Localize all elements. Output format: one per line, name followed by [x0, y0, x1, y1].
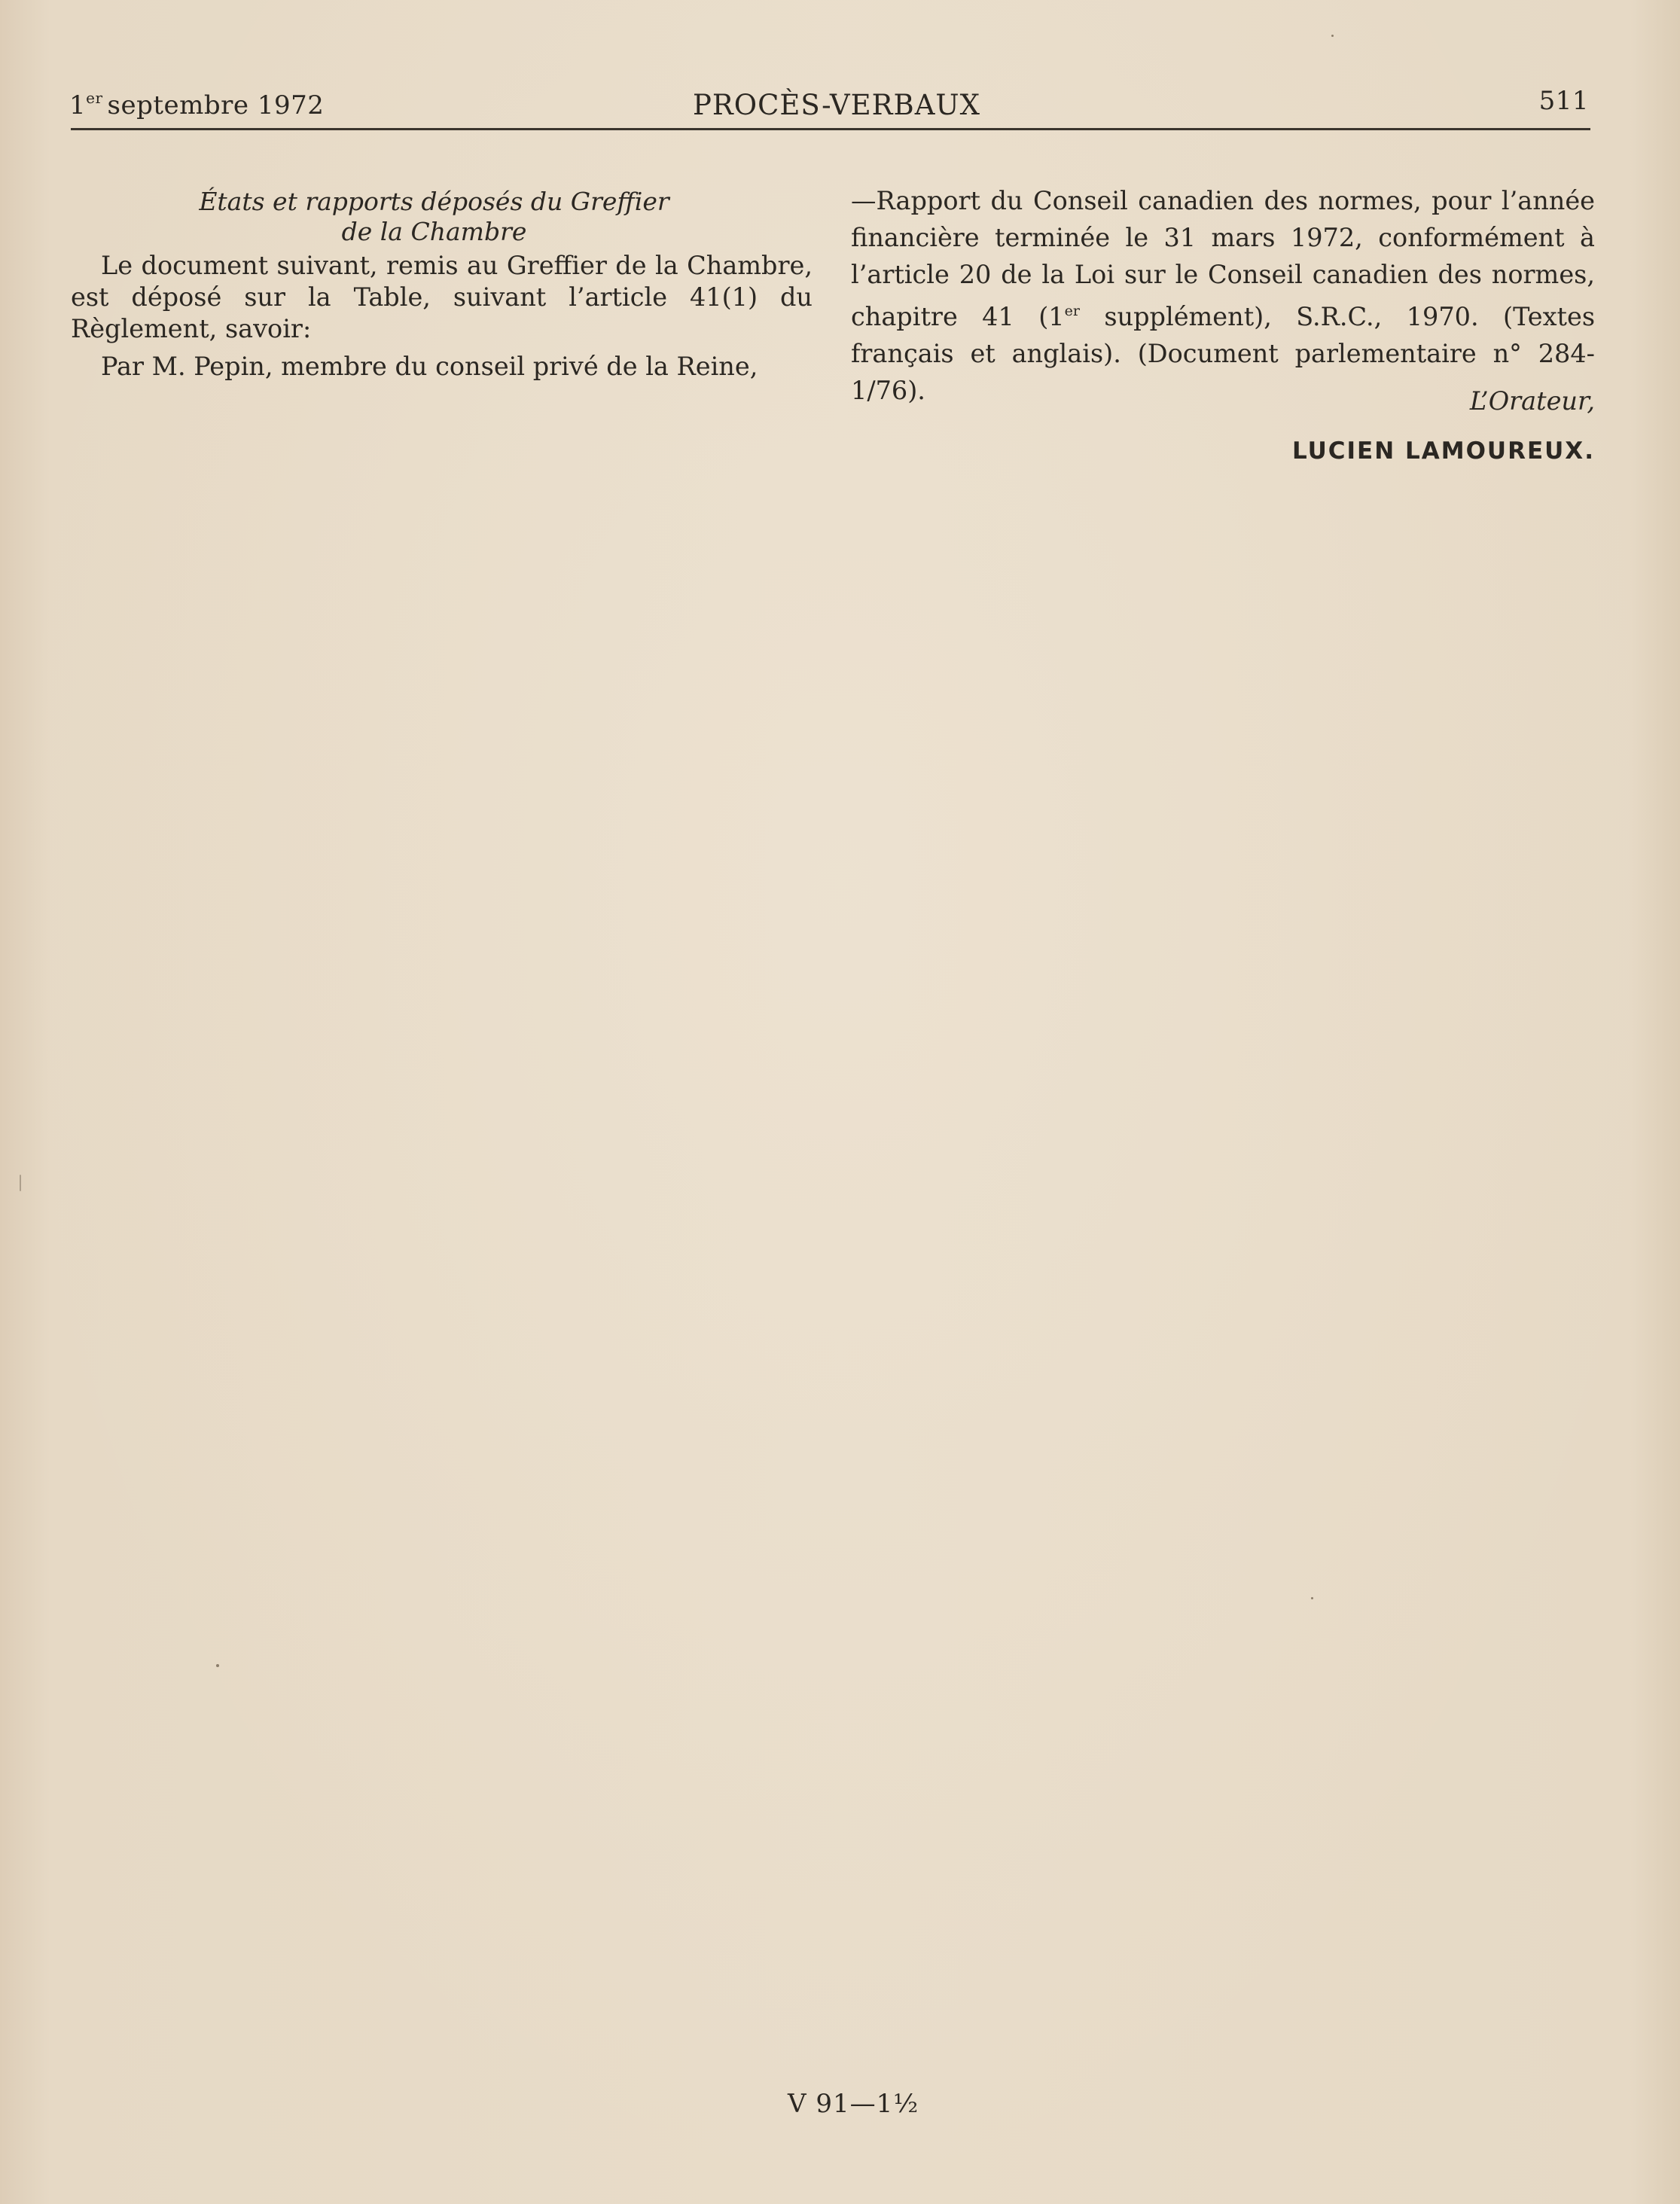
report-paragraph [851, 182, 1595, 409]
header-rule [71, 128, 1590, 130]
header-date-day: 1 [69, 90, 87, 120]
header-date [69, 89, 324, 120]
page-number: 511 [1538, 86, 1589, 116]
paper-speck [1311, 1597, 1313, 1599]
report-ordinal: er [1064, 303, 1080, 319]
right-column [851, 182, 1596, 465]
header-date-ordinal: er [86, 89, 103, 107]
signoff-title: L’Orateur, [1469, 386, 1595, 416]
header-title: PROCÈS-VERBAUX [693, 89, 980, 121]
left-column [71, 187, 813, 382]
paper-speck [1331, 35, 1334, 37]
report-text-part-2: supplément), S.R.C., 1970. (Textes français et anglais). (Document parlementaire n° 284-1/76). [851, 302, 1596, 405]
footer-signature-mark: V 91—1½ [788, 2089, 919, 2119]
signoff-name: LUCIEN LAMOUREUX. [1291, 437, 1595, 465]
paper-speck [20, 1175, 21, 1191]
tabling-minister-paragraph: Par M. Pepin, membre du conseil privé de la Reine, [101, 352, 758, 381]
section-title [71, 187, 813, 247]
intro-paragraph: Le document suivant, remis au Greffier de la Chambre, est déposé sur la Table, suivant l’article 41(1) du Règlement, savoir: [71, 251, 813, 343]
paper-speck [216, 1664, 219, 1667]
header-date-rest: septembre 1972 [107, 90, 325, 120]
report-text-part-1: —Rapport du Conseil canadien des normes, pour l’année financière terminée le 31 mars 1972, conformément à l’article 20 de la Loi sur le Conseil canadien des normes, chapitre 41 (1 [851, 186, 1595, 331]
section-title-line-1: États et rapports déposés du Greffier [199, 187, 669, 216]
running-head [69, 86, 1590, 125]
section-title-line-2: de la Chambre [341, 217, 527, 246]
